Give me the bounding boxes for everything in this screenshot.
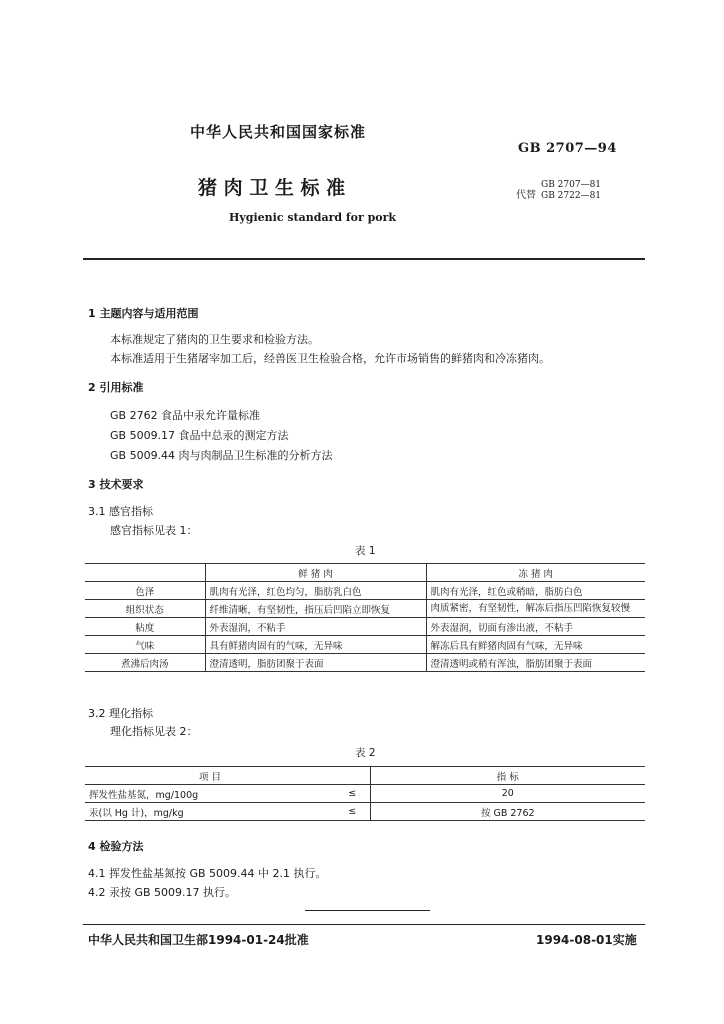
replaces-label: 代替: [516, 190, 536, 201]
table-row: [85, 636, 645, 654]
table-cell: 外表湿润，不粘手: [205, 618, 426, 636]
section-3-1-text: 感官指标见表 1：: [110, 524, 198, 537]
reference-item: GB 5009.44 肉与肉制品卫生标准的分析方法: [110, 449, 333, 462]
section-1-paragraph-1: 本标准规定了猪肉的卫生要求和检验方法。: [110, 333, 319, 346]
footer-divider: [83, 924, 645, 925]
table-row: [85, 582, 645, 600]
table-1-caption: 表 1: [355, 545, 376, 557]
table-header-cell: 冻 猪 肉: [426, 564, 645, 582]
table-cell: 组织状态: [85, 600, 205, 618]
table-cell: 具有鲜猪肉固有的气味，无异味: [205, 636, 426, 654]
table-2-caption: 表 2: [355, 747, 376, 759]
document-title: 猪 肉 卫 生 标 准: [198, 177, 346, 199]
table-cell: 按 GB 2762: [370, 803, 645, 821]
issuer-title: 中华人民共和国国家标准: [190, 123, 367, 141]
table-header-cell: [335, 767, 370, 785]
effective-date: 1994-08-01实施: [536, 933, 637, 947]
table-header-cell: [85, 564, 205, 582]
section-4-heading: 4 检验方法: [88, 840, 144, 853]
table-header-row: [85, 564, 645, 582]
table-row: [85, 618, 645, 636]
table-cell: 汞(以 Hg 计)，mg/kg: [85, 803, 335, 821]
table-cell: 挥发性盐基氮，mg/100g: [85, 785, 335, 803]
table-cell: 外表湿润，切面有渗出液，不粘手: [426, 618, 645, 636]
table-1: [85, 563, 645, 672]
table-cell: 纤维清晰，有坚韧性，指压后凹陷立即恢复: [205, 600, 426, 618]
replaces-item: GB 2707—81: [541, 180, 602, 190]
table-cell: ≤: [335, 803, 370, 821]
method-item: 4.1 挥发性盐基氮按 GB 5009.44 中 2.1 执行。: [88, 867, 327, 880]
section-3-2-text: 理化指标见表 2：: [110, 725, 198, 738]
end-rule: [305, 910, 430, 911]
table-header-cell: 鲜 猪 肉: [205, 564, 426, 582]
table-header-row: [85, 767, 645, 785]
table-cell: 20: [370, 785, 645, 803]
section-3-1-heading: 3.1 感官指标: [88, 505, 153, 518]
replaces-item: GB 2722—81: [541, 191, 602, 201]
replaces-list: [541, 180, 601, 202]
table-cell: 澄清透明，脂肪团聚于表面: [205, 654, 426, 672]
reference-item: GB 2762 食品中汞允许量标准: [110, 409, 261, 422]
table-row: [85, 803, 645, 821]
approval-line: 中华人民共和国卫生部1994-01-24批准: [88, 933, 309, 947]
section-1-paragraph-2: 本标准适用于生猪屠宰加工后，经兽医卫生检验合格，允许市场销售的鲜猪肉和冷冻猪肉。: [110, 352, 550, 365]
table-cell: 肌肉有光泽，红色或稍暗，脂肪白色: [426, 582, 645, 600]
section-1-heading: 1 主题内容与适用范围: [88, 307, 199, 320]
table-2: [85, 766, 645, 821]
table-row: [85, 600, 645, 618]
table-cell: 粘度: [85, 618, 205, 636]
method-item: 4.2 汞按 GB 5009.17 执行。: [88, 886, 237, 899]
standard-code: GB 2707—94: [518, 141, 617, 156]
section-2-heading: 2 引用标准: [88, 381, 144, 394]
table-cell: ≤: [335, 785, 370, 803]
table-header-cell: 项 目: [85, 767, 335, 785]
header-divider: [83, 258, 645, 260]
table-cell: 解冻后具有鲜猪肉固有气味，无异味: [426, 636, 645, 654]
table-cell: 煮沸后肉汤: [85, 654, 205, 672]
english-title: Hygienic standard for pork: [229, 211, 397, 224]
table-cell: 肌肉有光泽，红色均匀，脂肪乳白色: [205, 582, 426, 600]
table-cell: 澄清透明或稍有浑浊，脂肪团聚于表面: [426, 654, 645, 672]
reference-item: GB 5009.17 食品中总汞的测定方法: [110, 429, 289, 442]
table-cell: 色泽: [85, 582, 205, 600]
table-cell: 肉质紧密，有坚韧性，解冻后指压凹陷恢复较慢: [426, 600, 645, 618]
table-row: [85, 654, 645, 672]
table-header-cell: 指 标: [370, 767, 645, 785]
table-cell: 气味: [85, 636, 205, 654]
section-3-2-heading: 3.2 理化指标: [88, 707, 153, 720]
section-3-heading: 3 技术要求: [88, 478, 144, 491]
table-row: [85, 785, 645, 803]
